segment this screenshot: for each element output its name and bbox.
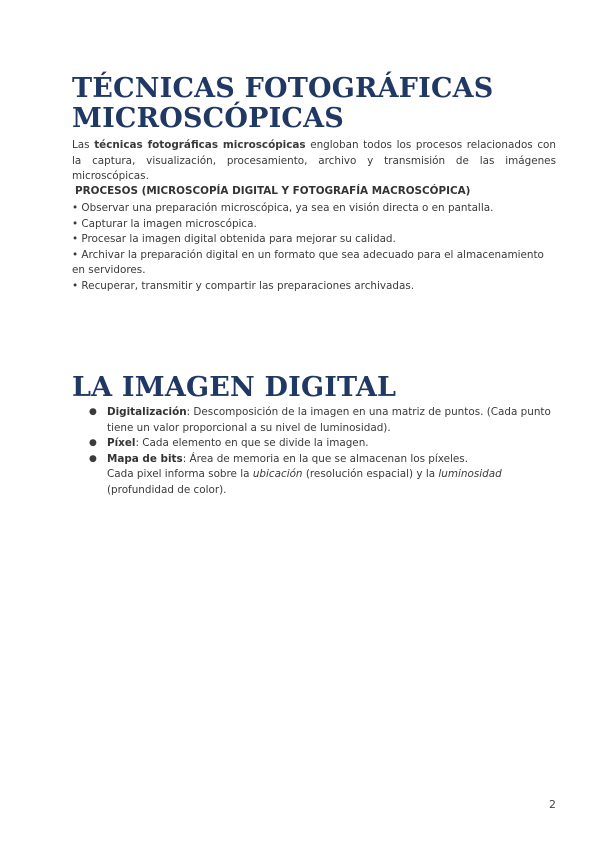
list-item-term: Píxel xyxy=(107,437,136,449)
list-item xyxy=(72,452,556,499)
intro-bold-term: técnicas fotográficas microscópicas xyxy=(94,139,306,151)
procesos-list xyxy=(72,201,556,294)
list-item xyxy=(72,436,556,452)
intro-prefix: Las xyxy=(72,139,95,151)
extra-italic-luminosidad: luminosidad xyxy=(438,468,502,480)
procesos-item: • Archivar la preparación digital en un formato que sea adecuado para el almacenamiento en servidores. xyxy=(72,248,544,276)
procesos-item: • Recuperar, transmitir y compartir las preparaciones archivadas. xyxy=(72,279,415,292)
procesos-item: • Observar una preparación microscópica, ya sea en visión directa o en pantalla. xyxy=(72,202,494,214)
extra-italic-ubicacion: ubicación xyxy=(252,468,303,480)
list-item-text: : Descomposición de la imagen en una matriz de puntos. (Cada punto tiene un valor proporcional a su nivel de luminosidad). xyxy=(107,406,551,434)
page-title: TÉCNICAS FOTOGRÁFICAS MICROSCÓPICAS xyxy=(72,73,494,134)
procesos-heading: PROCESOS (MICROSCOPÍA DIGITAL Y FOTOGRAFÍA MACROSCÓPICA) xyxy=(75,185,471,197)
procesos-item: • Capturar la imagen microscópica. xyxy=(72,217,257,230)
intro-suffix: engloban todos los procesos relacionados con la captura, visualización, procesamiento, archivo y transmisión de las imágenes microscópicas. xyxy=(72,139,556,182)
section-title-imagen-digital: LA IMAGEN DIGITAL xyxy=(72,372,397,403)
bullet-icon: ● xyxy=(89,407,97,417)
bullet-icon: ● xyxy=(89,438,97,448)
list-item-text: : Cada elemento en que se divide la imagen. xyxy=(135,437,369,449)
list-item xyxy=(72,405,556,436)
extra-prefix: Cada pixel informa sobre la xyxy=(107,468,253,480)
procesos-item: • Procesar la imagen digital obtenida para mejorar su calidad. xyxy=(72,233,396,245)
extra-middle: (resolución espacial) y la xyxy=(302,468,439,480)
page-number: 2 xyxy=(549,798,556,811)
list-item-term: Digitalización xyxy=(107,406,187,418)
imagen-digital-list xyxy=(72,405,556,498)
list-item-text: : Área de memoria en la que se almacenan los píxeles. xyxy=(182,452,468,465)
intro-paragraph xyxy=(72,138,556,185)
extra-suffix: (profundidad de color). xyxy=(107,483,227,496)
bullet-icon: ● xyxy=(89,453,97,464)
list-item-term: Mapa de bits xyxy=(107,452,183,465)
